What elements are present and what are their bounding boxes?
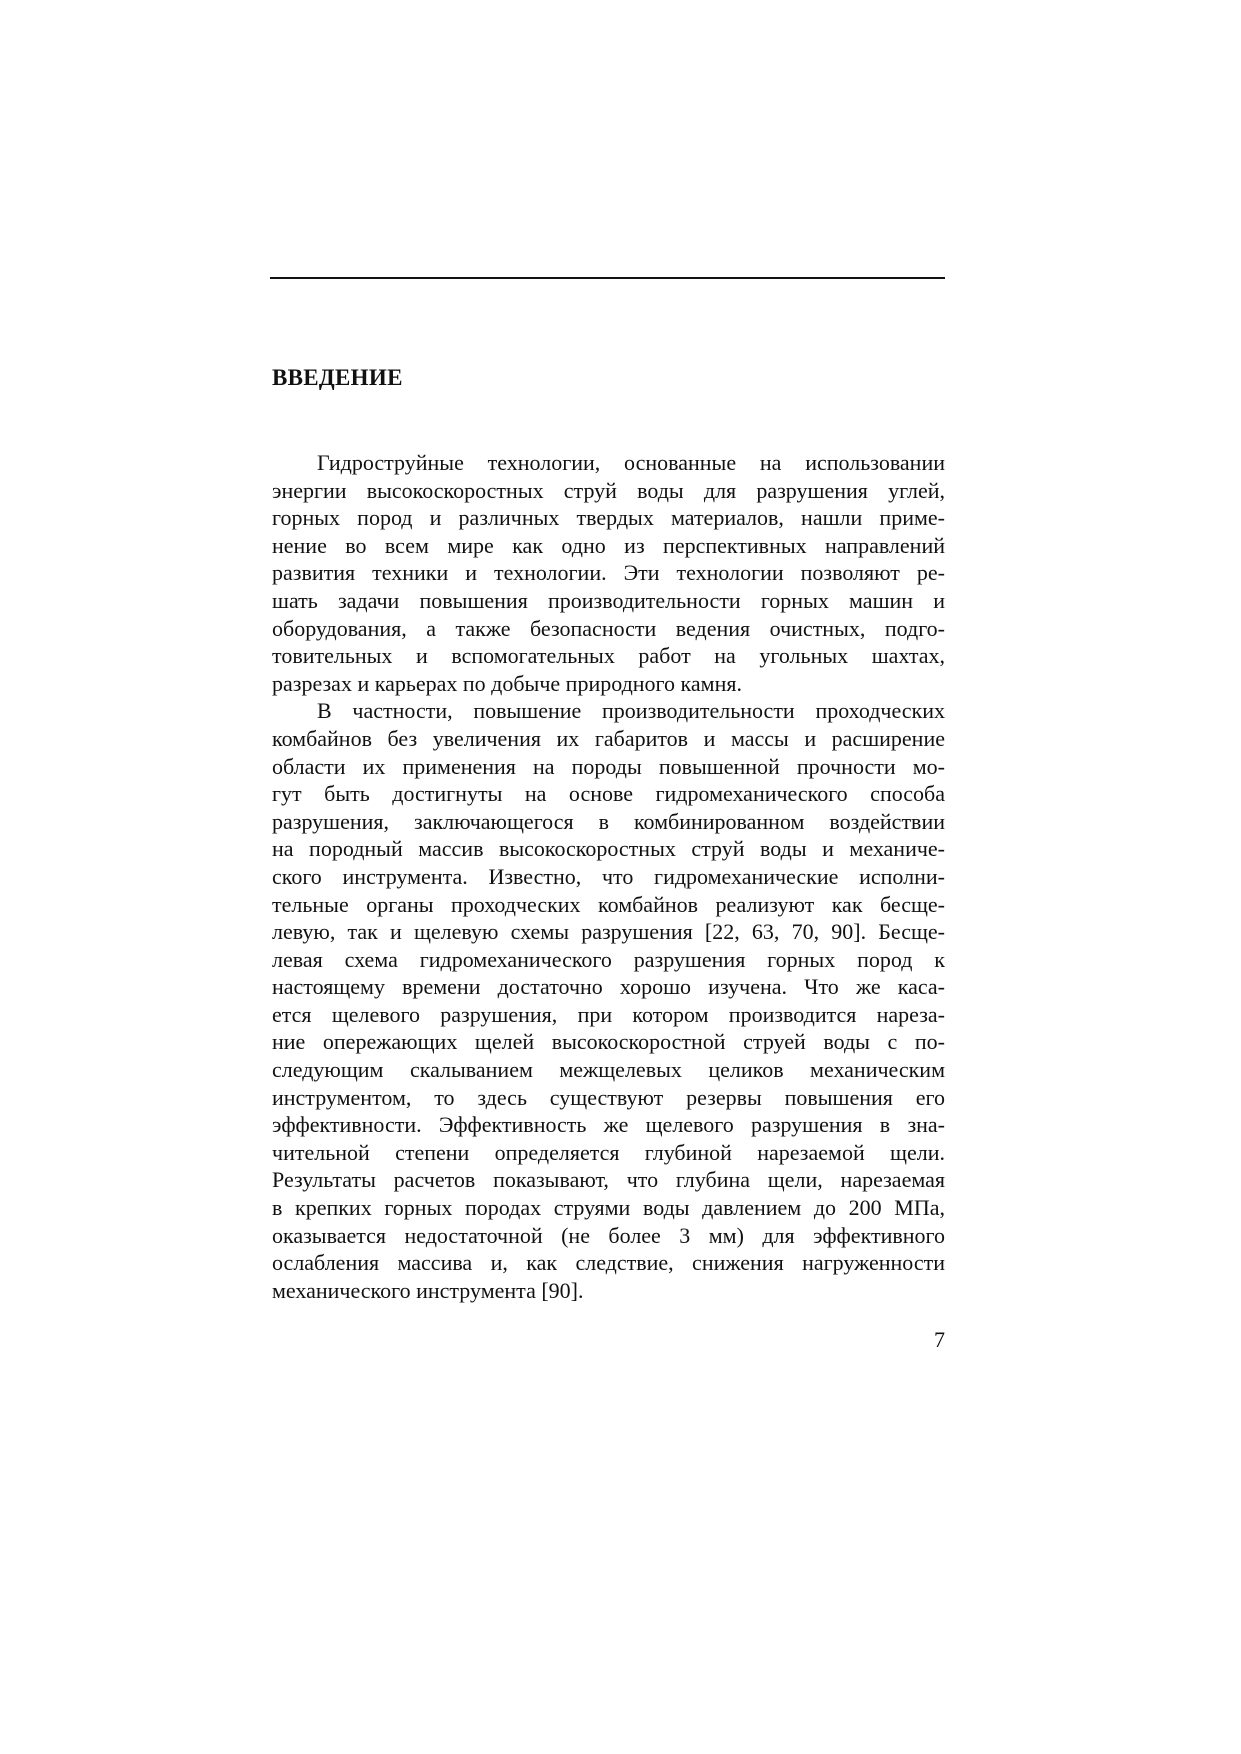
- text-line: тельные органы проходческих комбайнов реализуют как бесще-: [272, 891, 945, 917]
- text-line: оказывается недостаточной (не более 3 мм) для эффективного: [272, 1222, 945, 1248]
- text-line: ослабления массива и, как следствие, снижения нагруженности: [272, 1250, 945, 1276]
- body-text: [272, 449, 945, 1304]
- page-number: 7: [934, 1327, 945, 1352]
- text-line: оборудования, а также безопасности ведения очистных, подго-: [272, 615, 945, 641]
- text-line: развития техники и технологии. Эти технологии позволяют ре-: [272, 560, 945, 586]
- text-line: ние опережающих щелей высокоскоростной струей воды с по-: [272, 1029, 945, 1055]
- text-line: области их применения на породы повышенной прочности мо-: [272, 753, 945, 779]
- section-heading: ВВЕДЕНИЕ: [272, 365, 403, 390]
- text-line: на породный массив высокоскоростных струй воды и механиче-: [272, 836, 945, 862]
- text-line: Результаты расчетов показывают, что глубина щели, нарезаемая: [272, 1167, 945, 1193]
- text-line: ского инструмента. Известно, что гидромеханические исполни-: [272, 863, 945, 889]
- text-line: следующим скалыванием межщелевых целиков механическим: [272, 1057, 945, 1083]
- text-line: левую, так и щелевую схемы разрушения [22, 63, 70, 90]. Бесще-: [272, 919, 945, 945]
- text-line: ется щелевого разрушения, при котором производится нареза-: [272, 1001, 945, 1027]
- text-line: в крепких горных породах струями воды давлением до 200 МПа,: [272, 1195, 945, 1221]
- text-line: левая схема гидромеханического разрушения горных пород к: [272, 946, 945, 972]
- text-line: чительной степени определяется глубиной нарезаемой щели.: [272, 1139, 945, 1165]
- text-line: механического инструмента [90].: [272, 1277, 584, 1303]
- header-rule: [270, 277, 945, 279]
- text-line: комбайнов без увеличения их габаритов и массы и расширение: [272, 725, 945, 751]
- text-line: энергии высокоскоростных струй воды для разрушения углей,: [272, 477, 945, 503]
- text-line: эффективности. Эффективность же щелевого разрушения в зна-: [272, 1112, 945, 1138]
- paragraph-2: [272, 697, 945, 1304]
- text-line: инструментом, то здесь существуют резервы повышения его: [272, 1084, 945, 1110]
- text-line: настоящему времени достаточно хорошо изучена. Что же каса-: [272, 974, 945, 1000]
- text-line: нение во всем мире как одно из перспективных направлений: [272, 532, 945, 558]
- text-line: горных пород и различных твердых материалов, нашли приме-: [272, 505, 945, 531]
- paragraph-1: [272, 449, 945, 697]
- text-line: разрезах и карьерах по добыче природного камня.: [272, 670, 742, 696]
- text-line: Гидроструйные технологии, основанные на использовании: [317, 450, 945, 475]
- text-line: товительных и вспомогательных работ на угольных шахтах,: [272, 643, 945, 669]
- text-line: шать задачи повышения производительности горных машин и: [272, 587, 945, 613]
- text-line: В частности, повышение производительности проходческих: [317, 698, 945, 724]
- text-line: разрушения, заключающегося в комбинированном воздействии: [272, 808, 945, 834]
- text-line: гут быть достигнуты на основе гидромеханического способа: [272, 781, 945, 807]
